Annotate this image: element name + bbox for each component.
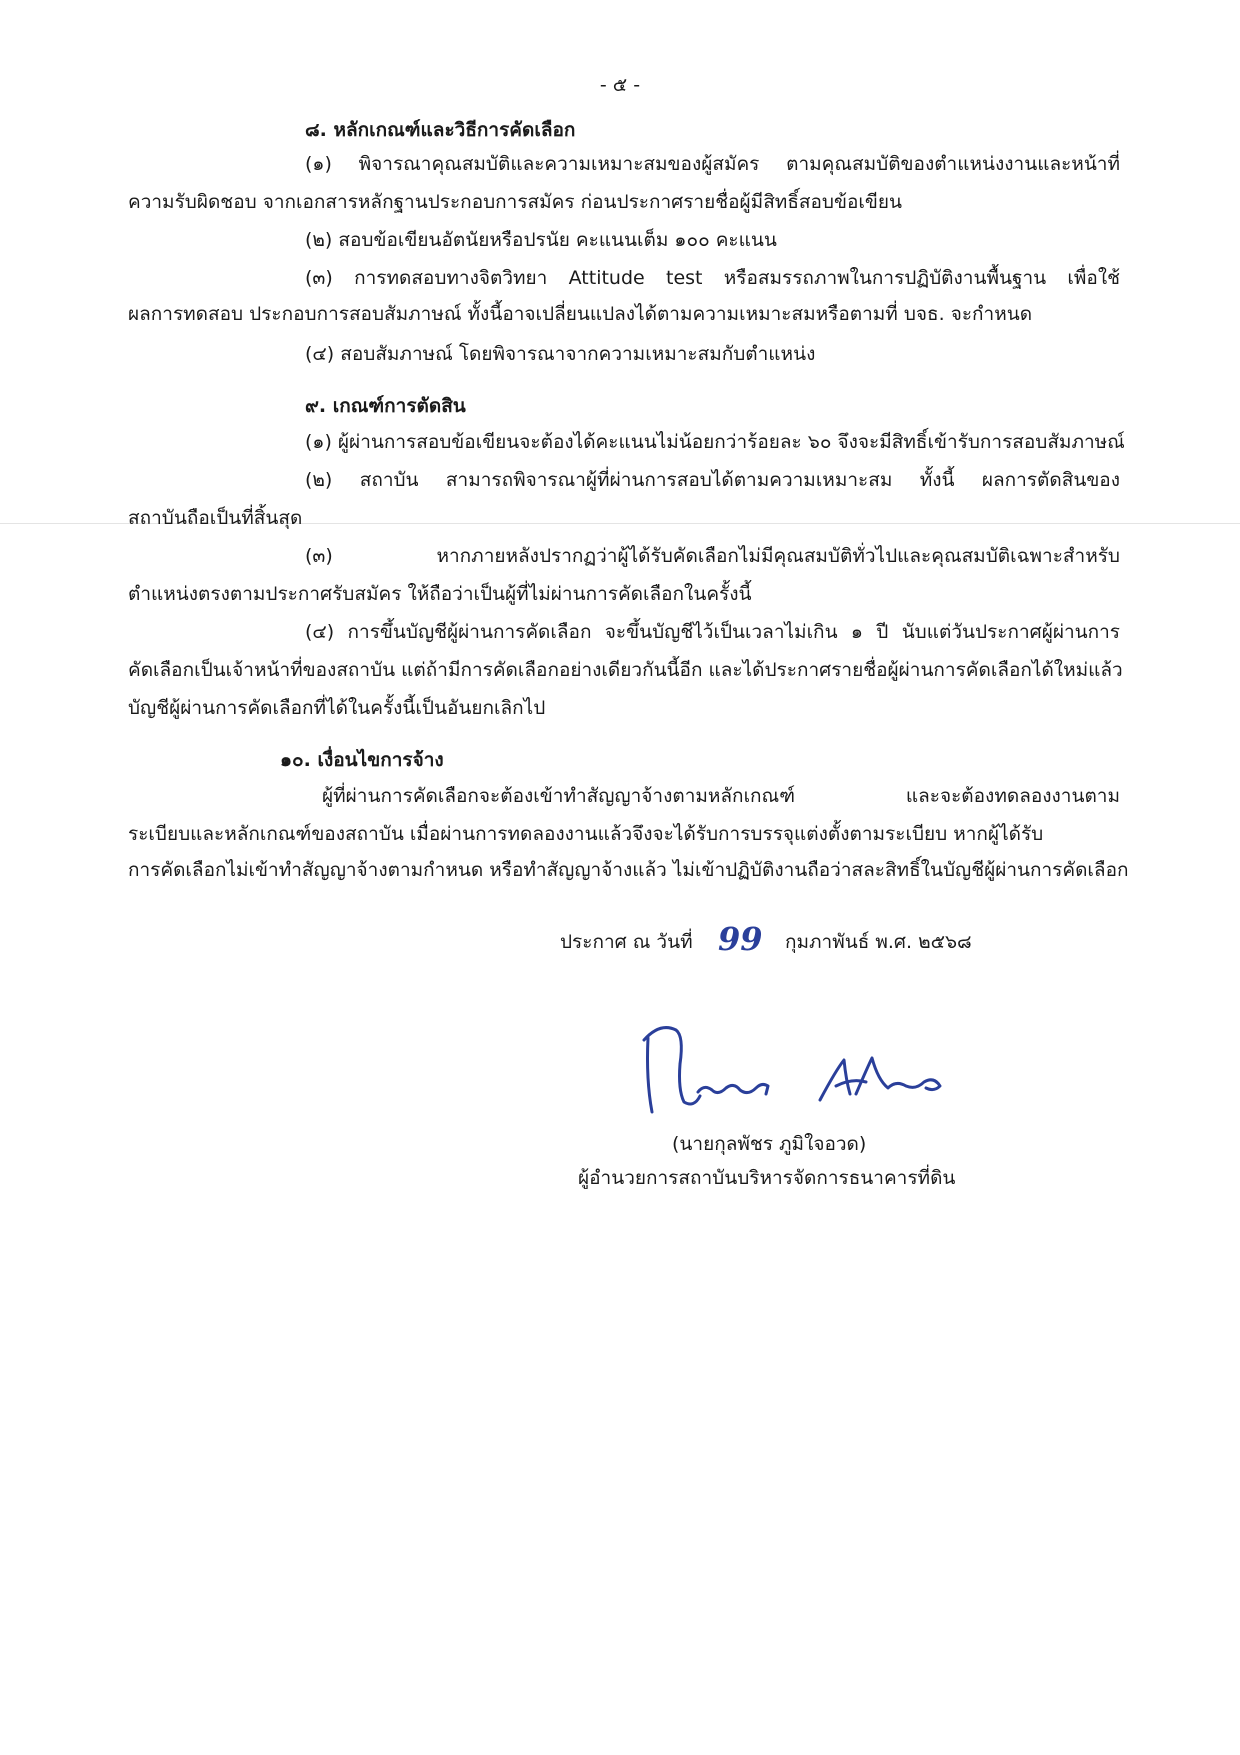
section9-item3-line2: ตำแหน่งตรงตามประกาศรับสมัคร ให้ถือว่าเป็นผู้ที่ไม่ผ่านการคัดเลือกในครั้งนี้: [128, 583, 752, 605]
section8-item1-line2: ความรับผิดชอบ จากเอกสารหลักฐานประกอบการสมัคร ก่อนประกาศรายชื่อผู้มีสิทธิ์สอบข้อเขียน: [128, 191, 902, 213]
section10-heading: ๑๐. เงื่อนไขการจ้าง: [280, 749, 444, 771]
section10-line1: ผู้ที่ผ่านการคัดเลือกจะต้องเข้าทำสัญญาจ้างตามหลักเกณฑ์ และจะต้องทดลองงานตาม: [322, 785, 1120, 807]
section8-item1-line1: (๑) พิจารณาคุณสมบัติและความเหมาะสมของผู้สมัคร ตามคุณสมบัติของตำแหน่งงานและหน้าที่: [305, 153, 1120, 175]
section8-heading: ๘. หลักเกณฑ์และวิธีการคัดเลือก: [305, 119, 576, 141]
announcement-prefix: ประกาศ ณ วันที่: [560, 931, 693, 953]
section8-item4: (๔) สอบสัมภาษณ์ โดยพิจารณาจากความเหมาะสมกับตำแหน่ง: [305, 343, 816, 365]
section9-item4-line1: (๔) การขึ้นบัญชีผู้ผ่านการคัดเลือก จะขึ้นบัญชีไว้เป็นเวลาไม่เกิน ๑ ปี นับแต่วันประกาศผู้ผ่านการ: [305, 621, 1120, 643]
section9-item2-line2: สถาบันถือเป็นที่สิ้นสุด: [128, 507, 303, 529]
signatory-name: (นายกุลพัชร ภูมิใจอวด): [672, 1133, 867, 1155]
section10-line3: การคัดเลือกไม่เข้าทำสัญญาจ้างตามกำหนด หรือทำสัญญาจ้างแล้ว ไม่เข้าปฏิบัติงานถือว่าสละสิทธิ์ในบัญชีผู้ผ่านการคัดเลือก: [128, 859, 1129, 881]
signatory-position: ผู้อำนวยการสถาบันบริหารจัดการธนาคารที่ดิน: [578, 1167, 956, 1189]
signature-graphic: [640, 1010, 980, 1130]
section10-line2: ระเบียบและหลักเกณฑ์ของสถาบัน เมื่อผ่านการทดลองงานแล้วจึงจะได้รับการบรรจุแต่งตั้งตามระเบียบ หากผู้ได้รับ: [128, 823, 1044, 845]
section9-item4-line3: บัญชีผู้ผ่านการคัดเลือกที่ได้ในครั้งนี้เป็นอันยกเลิกไป: [128, 697, 546, 719]
announcement-month-year: กุมภาพันธ์ พ.ศ. ๒๕๖๘: [785, 931, 972, 953]
page-number: - ๕ -: [599, 74, 641, 96]
section9-item1: (๑) ผู้ผ่านการสอบข้อเขียนจะต้องได้คะแนนไม่น้อยกว่าร้อยละ ๖๐ จึงจะมีสิทธิ์เข้ารับการสอบสัมภาษณ์: [305, 431, 1125, 453]
section9-heading: ๙. เกณฑ์การตัดสิน: [305, 395, 466, 417]
section8-item3-line1: (๓) การทดสอบทางจิตวิทยา Attitude test หรือสมรรถภาพในการปฏิบัติงานพื้นฐาน เพื่อใช้: [305, 267, 1120, 289]
section9-item2-line1: (๒) สถาบัน สามารถพิจารณาผู้ที่ผ่านการสอบได้ตามความเหมาะสม ทั้งนี้ ผลการตัดสินของ: [305, 469, 1120, 491]
section8-item2: (๒) สอบข้อเขียนอัตนัยหรือปรนัย คะแนนเต็ม ๑๐๐ คะแนน: [305, 229, 777, 251]
section8-item3-line2: ผลการทดสอบ ประกอบการสอบสัมภาษณ์ ทั้งนี้อาจเปลี่ยนแปลงได้ตามความเหมาะสมหรือตามที่ บจธ. จะกำหนด: [128, 303, 1033, 325]
section9-item4-line2: คัดเลือกเป็นเจ้าหน้าที่ของสถาบัน แต่ถ้ามีการคัดเลือกอย่างเดียวกันนี้อีก และได้ประกาศรายชื่อผู้ผ่านการคัดเลือกได้ใหม่แล้ว: [128, 659, 1123, 681]
section9-item3-line1: (๓) หากภายหลังปรากฏว่าผู้ได้รับคัดเลือกไม่มีคุณสมบัติทั่วไปและคุณสมบัติเฉพาะสำหรับ: [305, 545, 1120, 567]
handwritten-day: 99: [718, 920, 763, 958]
